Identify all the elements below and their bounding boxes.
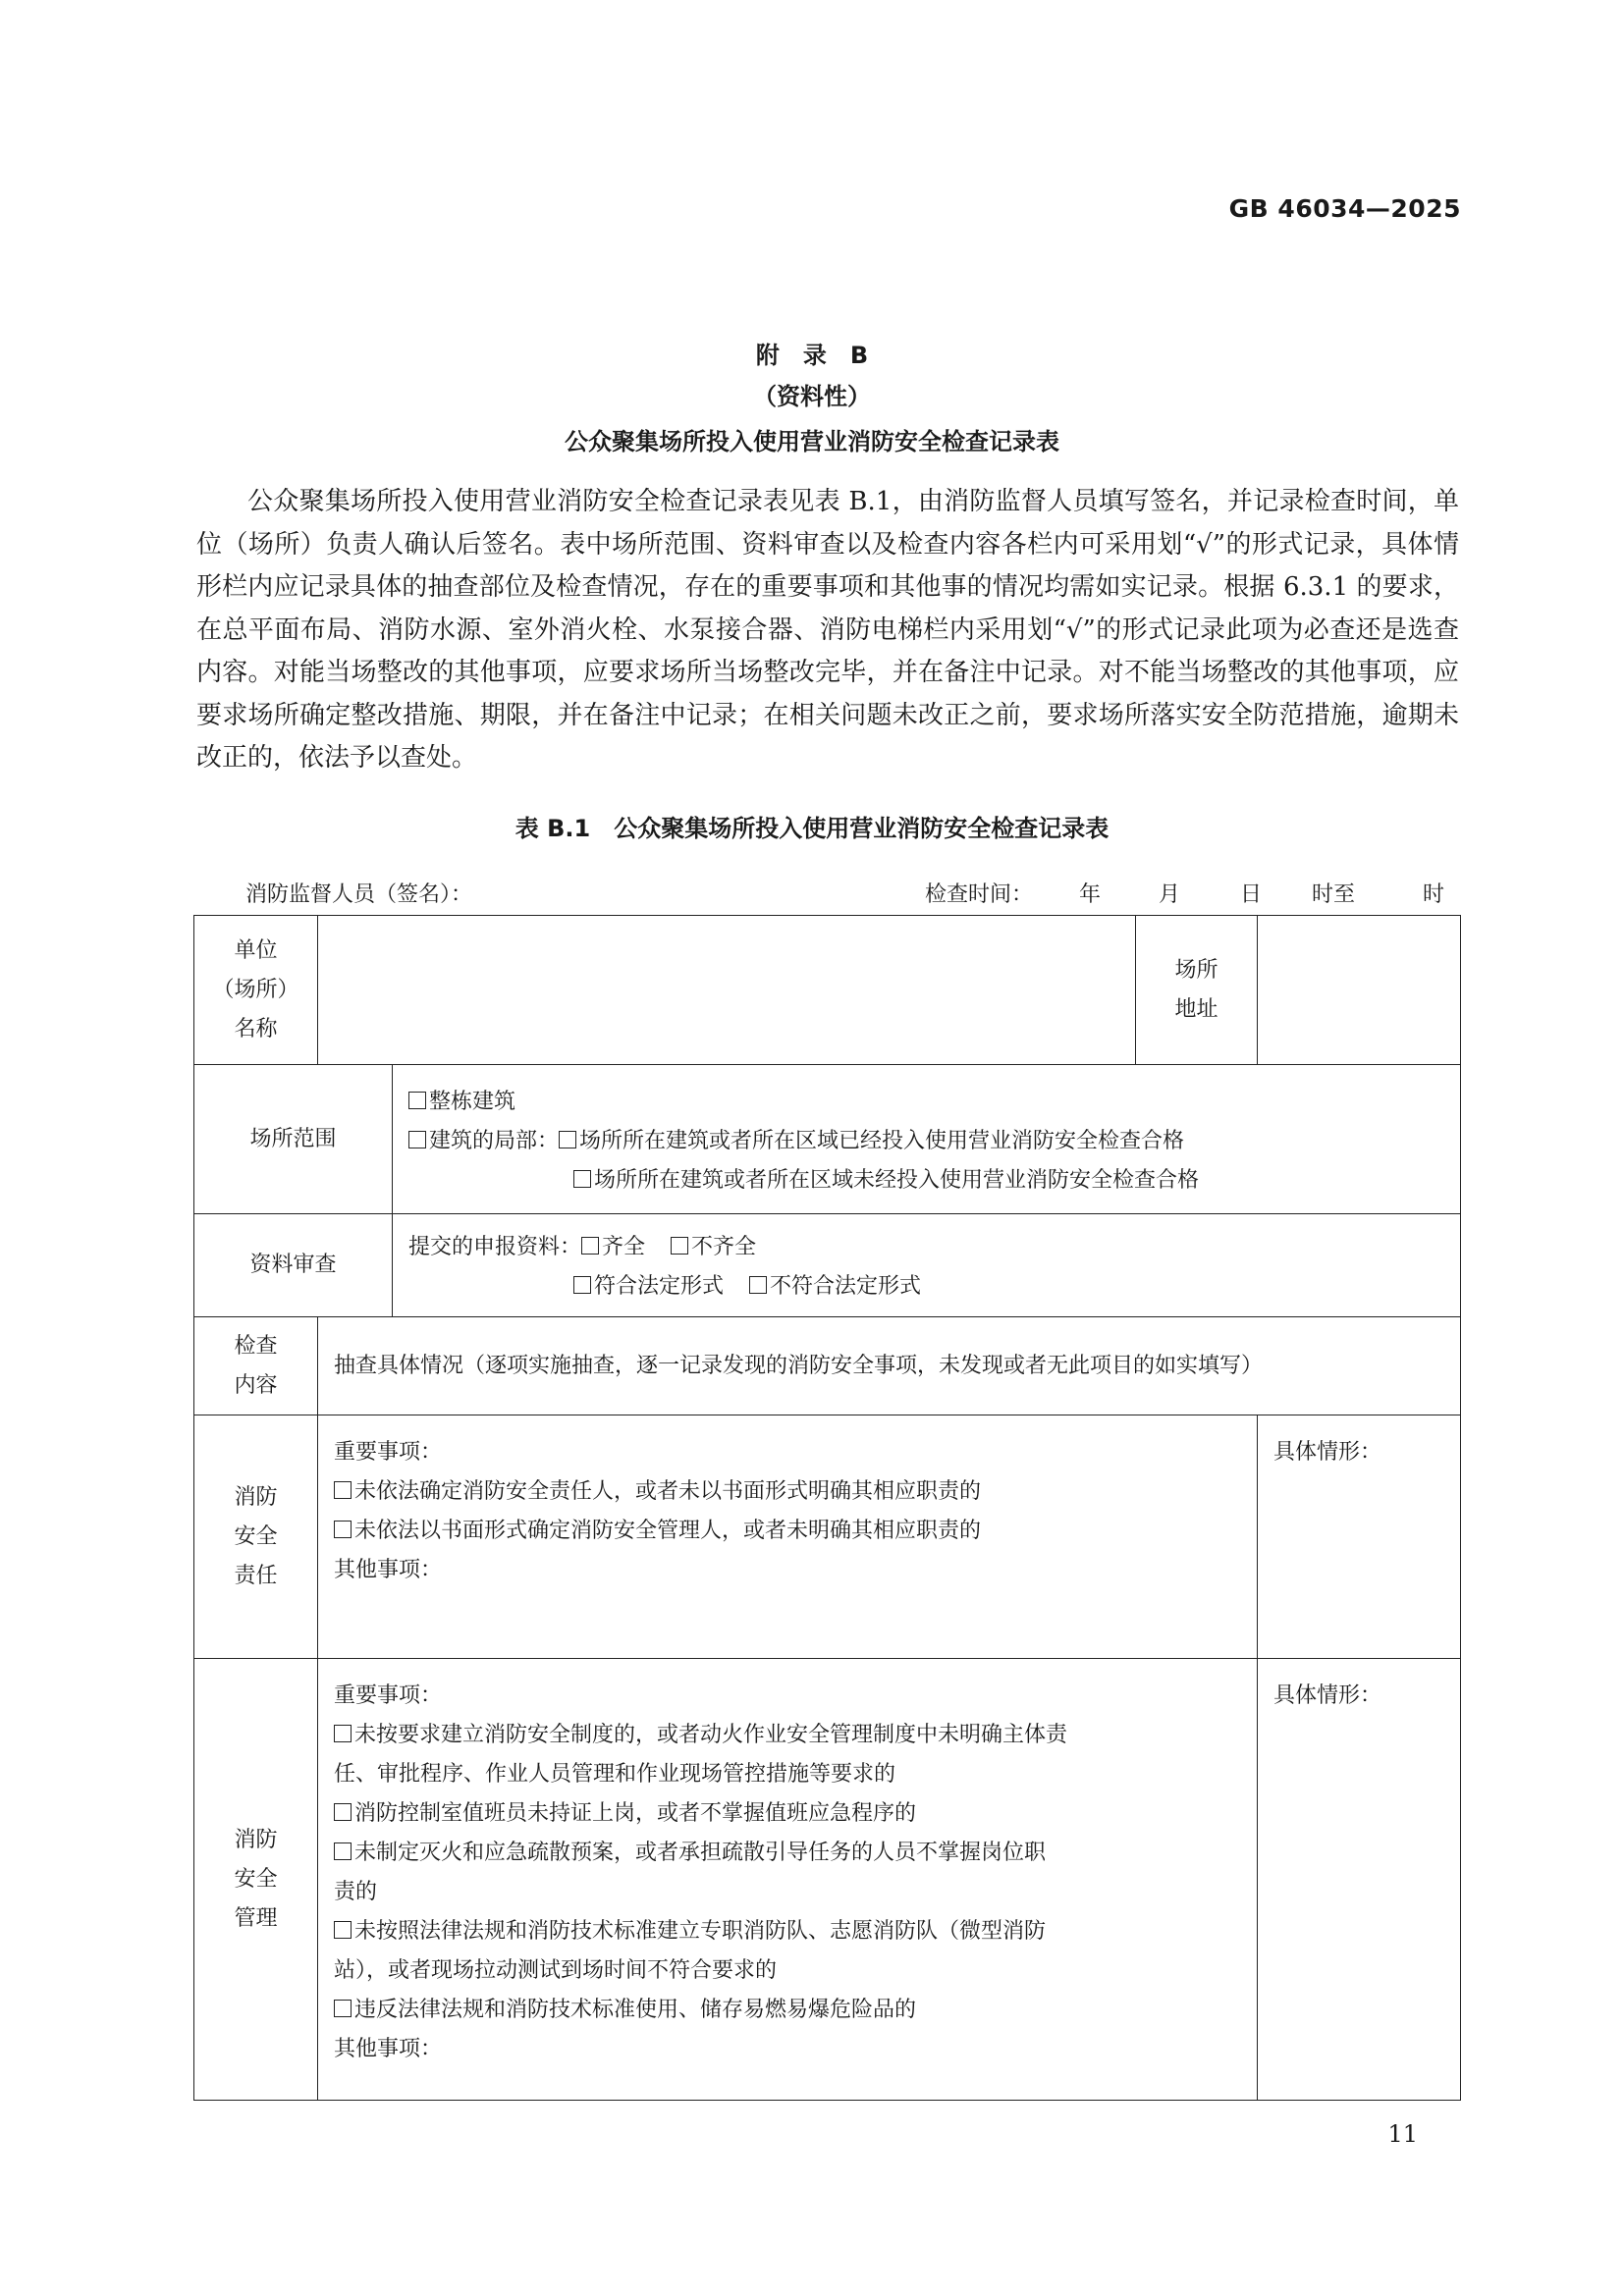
inspector-signature-label: 消防监督人员（签名）： [245,882,473,907]
management-item[interactable]: 未按照法律法规和消防技术标准建立专职消防队、志愿消防队（微型消防 [334,1912,1241,1951]
appendix-subtitle: （资料性） [753,383,871,410]
unit-name-field[interactable] [318,916,1136,1065]
docs-not-legal: 不符合法定形式 [770,1274,922,1299]
checkbox-icon[interactable] [573,1170,591,1188]
check-content-label: 检查 内容 [194,1317,318,1415]
unit-name-label: 单位 （场所） 名称 [194,916,318,1065]
appendix-title: 附 录 B [755,342,869,369]
scope-options [393,1065,1461,1214]
month-label: 月 [1159,882,1181,907]
responsibility-item[interactable]: 未依法以书面形式确定消防安全管理人，或者未明确其相应职责的 [334,1512,1241,1551]
inspection-time [925,878,1444,908]
scope-whole-option[interactable]: 整栋建筑 [408,1083,1444,1122]
check-content-row [194,1317,1461,1415]
scope-part-option[interactable]: 建筑的局部： 场所所在建筑或者所在区域已经投入使用营业消防安全检查合格 [408,1122,1444,1161]
standard-code: GB 46034—2025 [1228,194,1461,223]
responsibility-item[interactable]: 未依法确定消防安全责任人，或者未以书面形式明确其相应职责的 [334,1472,1241,1512]
checkbox-icon[interactable] [749,1276,767,1294]
hour-from-label: 时至 [1312,882,1356,907]
management-detail[interactable]: 具体情形： [1258,1659,1461,2101]
docs-label: 资料审查 [194,1214,393,1317]
intro-paragraph: 公众聚集场所投入使用营业消防安全检查记录表见表 B.1，由消防监督人员填写签名，并记录检查时间，单位（场所）负责人确认后签名。表中场所范围、资料审查以及检查内容各栏内可采用划“√”的形式记录，具体情形栏内应记录具体的抽查部位及检查情况，存在的重要事项和其他事的情况均需如实记录。根据 6.3.1 的要求，在总平面布局、消防水源、室外消火栓、水泵接合器、消防电梯栏内采用划“√”的形式记录此项为必查还是选查内容。对能当场整改的其他事项，应要求场所当场整改完毕，并在备注中记录。对不能当场整改的其他事项，应要求场所确定整改措施、期限，并在备注中记录；在相关问题未改正之前，要求场所落实安全防范措施，逾期未改正的，依法予以查处。 [196,487,1459,773]
appendix-name: 公众聚集场所投入使用营业消防安全检查记录表 [565,428,1059,455]
docs-prefix: 提交的申报资料： [408,1235,582,1259]
scope-not-passed-option[interactable]: 场所所在建筑或者所在区域未经投入使用营业消防安全检查合格 [408,1161,1444,1201]
checkbox-icon[interactable] [408,1131,426,1148]
management-label: 消防 安全 管理 [194,1659,318,2101]
checkbox-icon[interactable] [671,1237,688,1255]
responsibility-row [194,1415,1461,1659]
checkbox-icon[interactable] [334,1921,352,1939]
address-field[interactable] [1258,916,1461,1065]
checkbox-icon[interactable] [334,1725,352,1742]
management-item[interactable]: 未制定灭火和应急疏散预案，或者承担疏散引导任务的人员不掌握岗位职 [334,1834,1241,1873]
docs-complete: 齐全 [602,1235,646,1259]
docs-incomplete: 不齐全 [691,1235,757,1259]
scope-label: 场所范围 [194,1065,393,1214]
management-item[interactable]: 违反法律法规和消防技术标准使用、储存易燃易爆危险品的 [334,1991,1241,2030]
check-content-desc: 抽查具体情况（逐项实施抽查，逐一记录发现的消防安全事项，未发现或者无此项目的如实填写） [318,1317,1461,1415]
checkbox-icon[interactable] [334,1842,352,1860]
table-caption: 表 B.1 公众聚集场所投入使用营业消防安全检查记录表 [514,815,1110,842]
checkbox-icon[interactable] [573,1276,591,1294]
docs-legal: 符合法定形式 [594,1274,725,1299]
scope-row [194,1065,1461,1214]
management-row [194,1659,1461,2101]
time-label: 检查时间： [925,882,1034,907]
checkbox-icon[interactable] [408,1092,426,1109]
responsibility-detail[interactable]: 具体情形： [1258,1415,1461,1659]
checkbox-icon[interactable] [334,1803,352,1821]
checkbox-icon[interactable] [334,1481,352,1499]
address-label: 场所 地址 [1136,916,1258,1065]
docs-options [393,1214,1461,1317]
checkbox-icon[interactable] [334,2000,352,2017]
checkbox-icon[interactable] [559,1131,576,1148]
responsibility-label: 消防 安全 责任 [194,1415,318,1659]
year-label: 年 [1079,882,1102,907]
checkbox-icon[interactable] [334,1521,352,1538]
inspection-record-table [193,915,1461,2101]
management-item[interactable]: 未按要求建立消防安全制度的，或者动火作业安全管理制度中未明确主体责 [334,1716,1241,1755]
docs-row [194,1214,1461,1317]
management-item[interactable]: 消防控制室值班员未持证上岗，或者不掌握值班应急程序的 [334,1794,1241,1834]
unit-row [194,916,1461,1065]
management-items: 重要事项： 未按要求建立消防安全制度的，或者动火作业安全管理制度中未明确主体责 任、审批程序、作业人员管理和作业现场管控措施等要求的 消防控制室值班员未持证上岗，或者不掌握值班应急程序的 未制定灭火和应急疏散预案，或者承担疏散引导任务的人员不掌握岗位职 责的 未按照法律法规和消防技术标准建立专职消防队、志愿消防队（微型消防 站），或者现场拉动测试到场时间不符合要求的 违反法律法规和消防技术标准使用、储存易燃易爆危险品的 其他事项： [318,1659,1258,2101]
checkbox-icon[interactable] [581,1237,599,1255]
day-label: 日 [1240,882,1263,907]
hour-to-label: 时 [1423,882,1445,907]
responsibility-items: 重要事项： 未依法确定消防安全责任人，或者未以书面形式明确其相应职责的 未依法以书面形式确定消防安全管理人，或者未明确其相应职责的 其他事项： [318,1415,1258,1659]
page-number: 11 [1387,2120,1418,2148]
